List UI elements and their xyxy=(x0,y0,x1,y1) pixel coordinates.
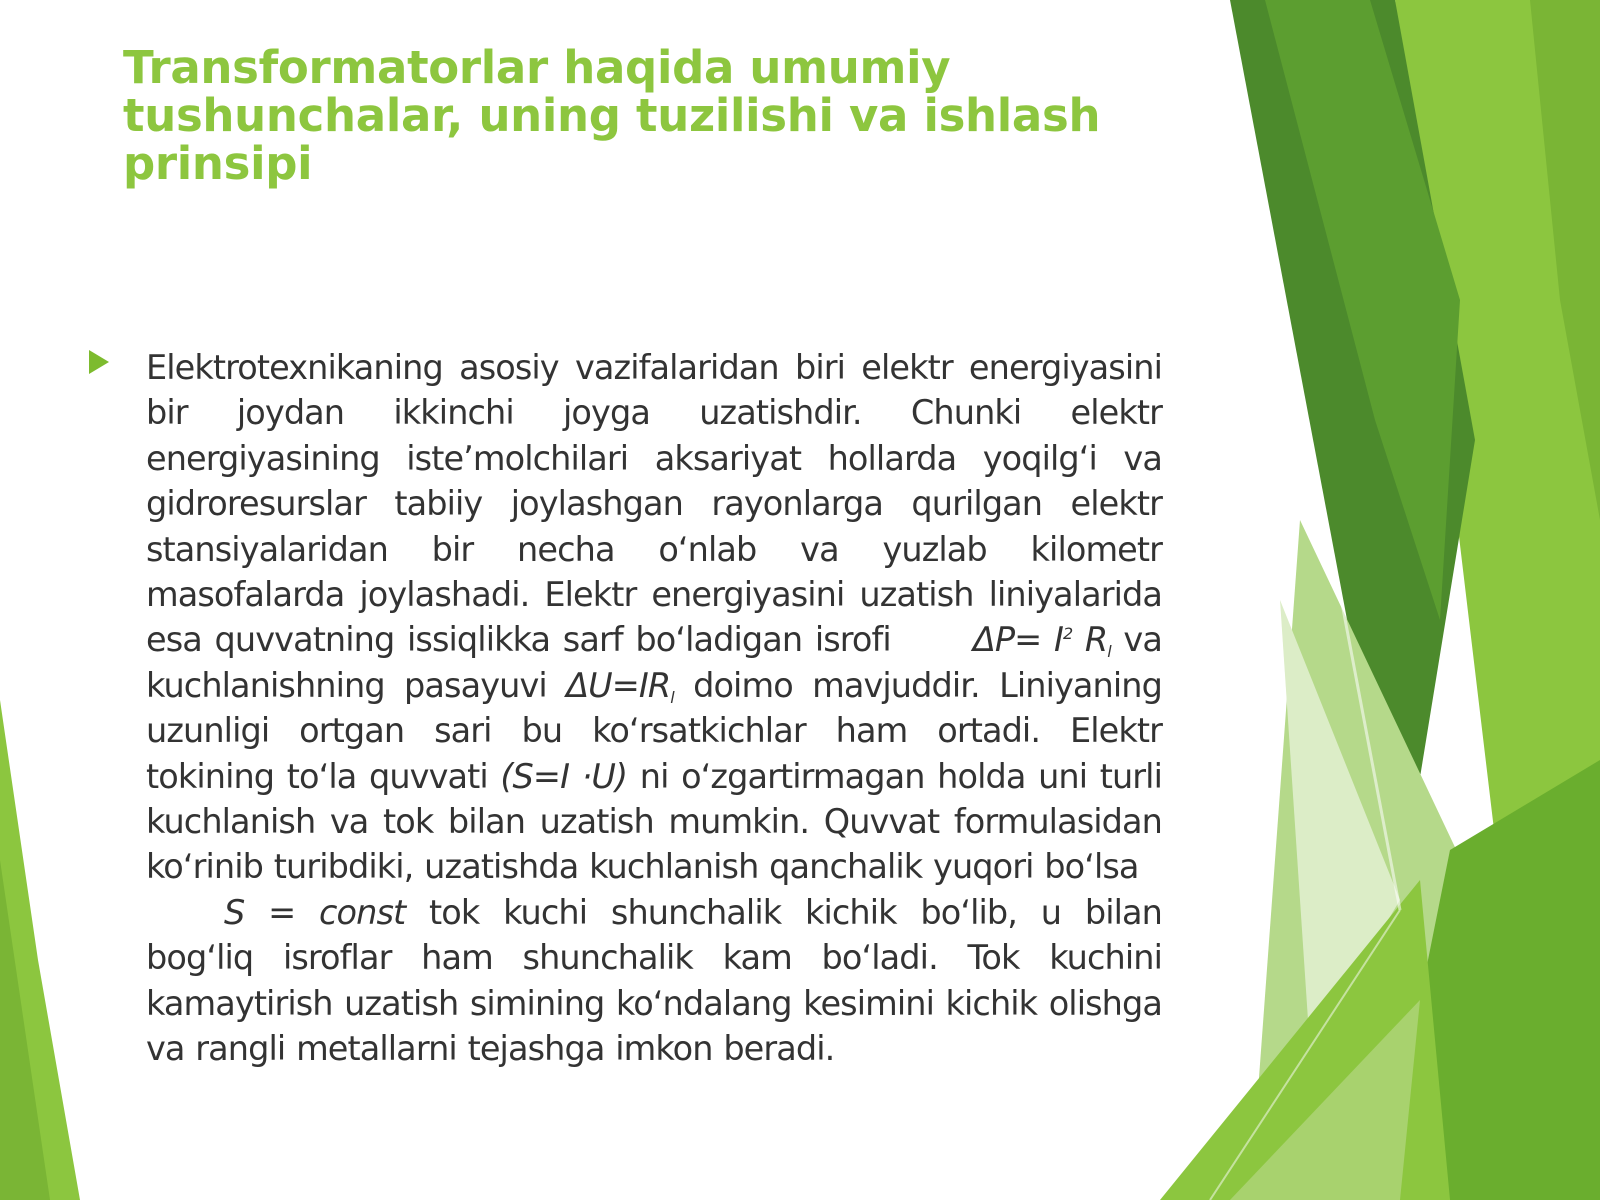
slide-body-text xyxy=(146,345,1162,1135)
body-text-part-2: va kuchlanishning pasayuvi xyxy=(146,620,1162,705)
formula-power-loss: $\Delta P= I^2$ $R_l$ xyxy=(972,620,1111,662)
slide-title: Transformatorlar haqida umumiy tushunchalar, uning tuzilishi va ishlash prinsipi xyxy=(123,41,1101,190)
body-text-part-1: Elektrotexnikaning asosiy vazifalaridan biri elektr energiyasini bir joydan ikkinchi joyga uzatishdir. Chunki elektr energiyasining iste’molchilari aksariyat hollarda yoqilg‘i va gidroresurslar tabiiy joylashgan rayonlarga qurilgan elektr stansiyalaridan bir necha o‘nlab va yuzlab kilometr masofalarda joylashadi. Elektr energiyasini uzatish liniyalarida esa quvvatning issiqlikka sarf bo‘ladigan isrofi xyxy=(146,348,1162,660)
formula-constant-power: S = const xyxy=(224,892,406,932)
formula-apparent-power: (S=I ·U) xyxy=(500,756,628,796)
bullet-arrow-icon xyxy=(89,350,109,374)
body-text-part-5: tok kuchi shunchalik kichik bo‘lib, u bilan bog‘liq isroflar ham shunchalik kam bo‘ladi. Tok kuchini kamaytirish uzatish simining ko‘ndalang kesimini kichik olishga va rangli metallarni tejashga imkon beradi. xyxy=(146,892,1162,1069)
formula-voltage-drop: $\Delta U=IR_l$ xyxy=(566,665,674,707)
body-text-part-4: ni o‘zgartirmagan holda uni turli kuchlanish va tok bilan uzatish mumkin. Quvvat formulasidan ko‘rinib turibdiki, uzatishda kuchlanish qanchalik yuqori bo‘lsa xyxy=(146,756,1162,887)
body-text-part-3: doimo mavjuddir. Liniyaning uzunligi ortgan sari bu ko‘rsatkichlar ham ortadi. Elektr tokining to‘la quvvati xyxy=(146,665,1162,796)
